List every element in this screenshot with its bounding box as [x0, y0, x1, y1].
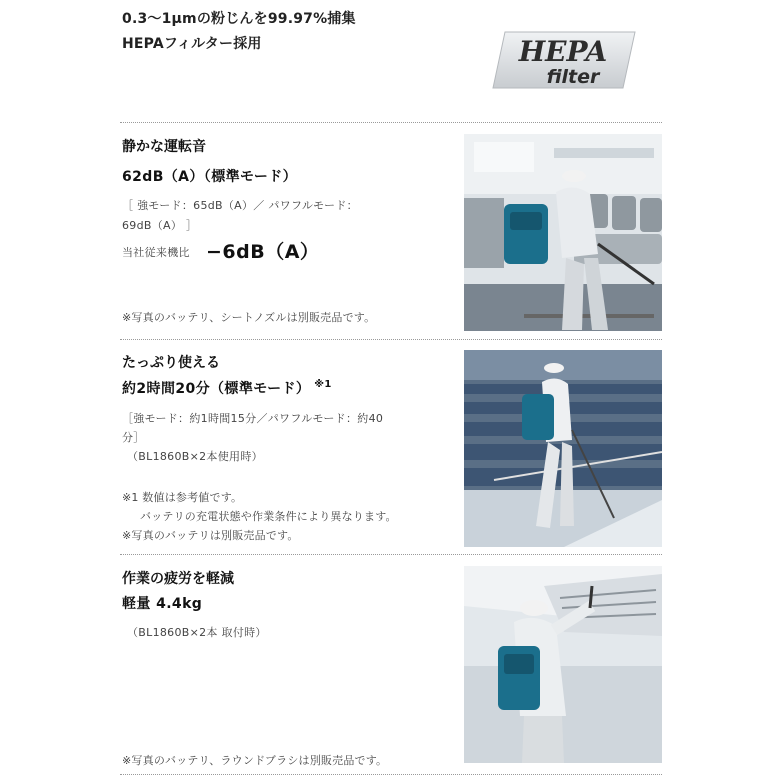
hepa-filter-logo	[491, 28, 637, 92]
ceiling-vent-photo	[464, 566, 662, 763]
feature-1-detail-1: ［ 強モード：65dB（A）／ パワフルモード：	[122, 199, 358, 212]
section-divider	[120, 554, 662, 555]
section-divider	[120, 122, 662, 123]
intro-subheadline: HEPAフィルター採用	[122, 36, 262, 52]
section-divider	[120, 774, 662, 775]
logo-word-hepa: HEPA	[518, 35, 608, 68]
feature-2-detail-3: （BL1860B×2本使用時）	[127, 450, 263, 463]
stadium-seats-photo	[464, 350, 662, 547]
feature-1-heading: 静かな運転音	[122, 139, 206, 155]
airport-lounge-photo	[464, 134, 662, 331]
feature-1-spec: 62dB（A）（標準モード）	[122, 169, 298, 185]
section-divider	[120, 339, 662, 340]
feature-3-detail: （BL1860B×2本 取付時）	[127, 626, 267, 639]
feature-2-spec: 約2時間20分（標準モード）	[122, 381, 311, 397]
feature-2-detail-2: 分］	[122, 431, 145, 444]
feature-2-detail-1: ［強モード：約1時間15分／パワフルモード：約40	[122, 412, 384, 425]
feature-2-spec-mark: ※1	[314, 379, 332, 390]
feature-1-compare-value: −6dB（A）	[206, 241, 320, 263]
feature-1-note: ※写真のバッテリ、シートノズルは別販売品です。	[122, 311, 376, 324]
feature-2-note-3: ※写真のバッテリは別販売品です。	[122, 529, 299, 542]
feature-2-note-1: ※1 数値は参考値です。	[122, 491, 243, 504]
feature-3-note: ※写真のバッテリ、ラウンドブラシは別販売品です。	[122, 754, 388, 767]
logo-word-filter: filter	[546, 66, 600, 88]
intro-headline: 0.3～1μmの粉じんを99.97%捕集	[122, 11, 356, 27]
feature-2-spec-line	[122, 378, 332, 398]
feature-3-heading: 作業の疲労を軽減	[122, 571, 234, 587]
feature-2-note-2: バッテリの充電状態や作業条件により異なります。	[140, 510, 397, 523]
feature-1-detail-2: 69dB（A） ］	[122, 219, 198, 232]
feature-2-heading: たっぷり使える	[122, 355, 220, 371]
feature-1-compare-label: 当社従来機比	[122, 246, 190, 259]
feature-3-spec: 軽量 4.4kg	[122, 596, 203, 612]
